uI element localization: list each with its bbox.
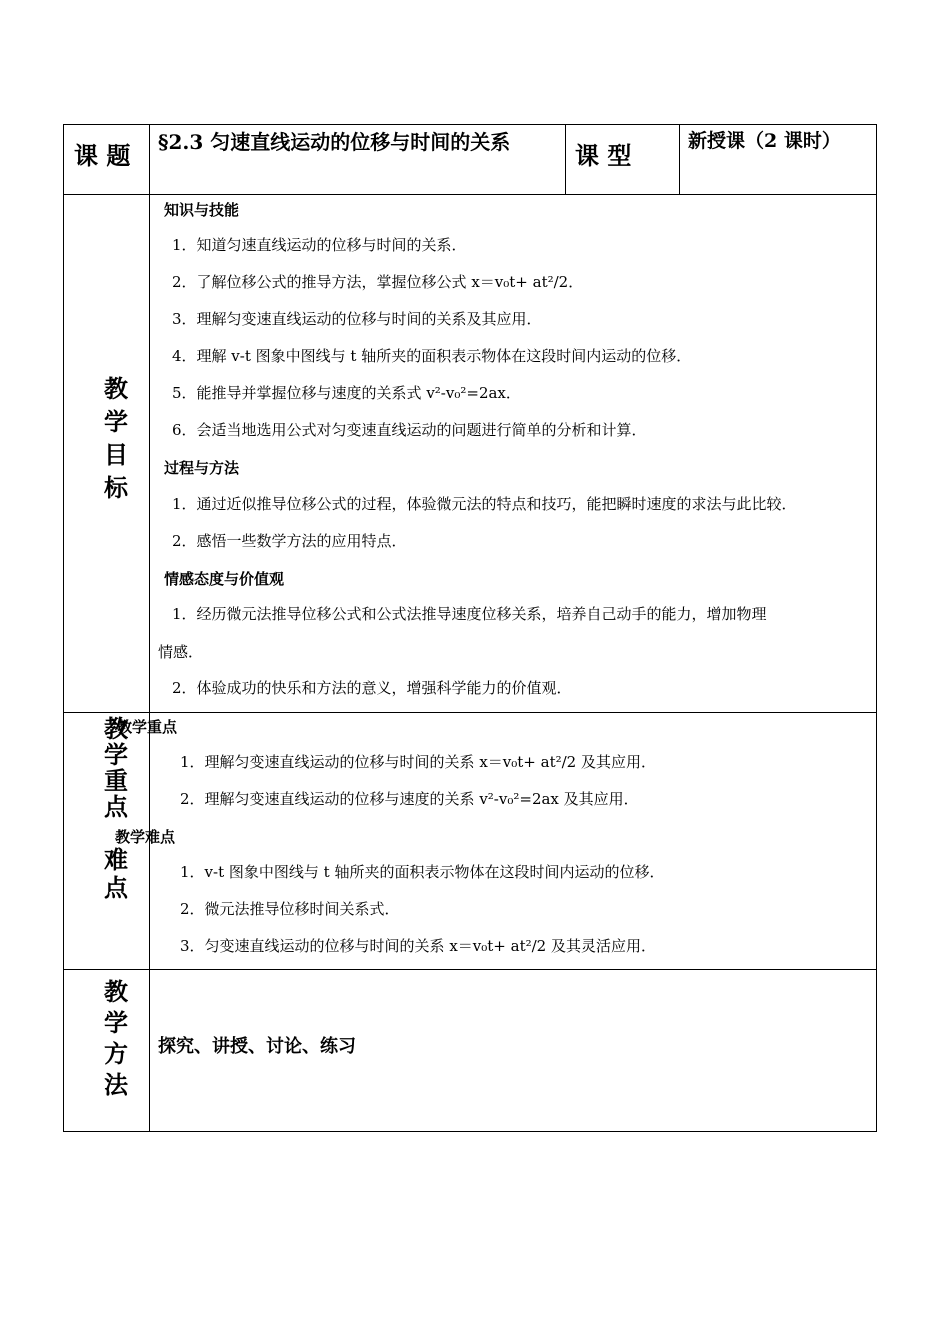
objective-item: 1．经历微元法推导位移公式和公式法推导速度位移关系，培养自己动手的能力，增加物理 — [172, 605, 767, 623]
row-divider-3 — [63, 969, 877, 970]
objective-item: 2．了解位移公式的推导方法，掌握位移公式 x＝v₀t+ at²/2． — [172, 273, 584, 291]
objective-item: 3．理解匀变速直线运动的位移与时间的关系及其应用． — [172, 310, 542, 328]
difficulty-item: 3．匀变速直线运动的位移与时间的关系 x＝v₀t+ at²/2 及其灵活应用． — [180, 937, 656, 955]
difficulties-heading: 教学难点 — [115, 828, 176, 846]
lesson-type-value: 新授课（2 课时） — [688, 130, 841, 152]
methods-value: 探究、讲授、讨论、练习 — [158, 1036, 356, 1057]
table-border-right — [876, 124, 877, 1132]
label-char: 点 — [104, 873, 128, 902]
label-char: 点 — [104, 792, 128, 821]
column-divider-header-2 — [679, 124, 680, 195]
objective-item: 2．体验成功的快乐和方法的意义，增强科学能力的价值观． — [172, 679, 572, 697]
column-divider-header-1 — [565, 124, 566, 195]
label-char: 方 — [104, 1039, 128, 1068]
label-difficulties — [96, 846, 136, 902]
label-char: 学 — [104, 1008, 128, 1037]
objective-item: 4．理解 v-t 图象中图线与 t 轴所夹的面积表示物体在这段时间内运动的位移． — [172, 347, 692, 365]
key-point-item: 2．理解匀变速直线运动的位移与速度的关系 v²-v₀²=2ax 及其应用． — [180, 790, 639, 808]
key-point-item: 1．理解匀变速直线运动的位移与时间的关系 x＝v₀t+ at²/2 及其应用． — [180, 753, 656, 771]
table-border-bottom — [63, 1131, 877, 1132]
key-points-heading: 教学重点 — [117, 718, 178, 736]
label-char: 教 — [104, 374, 128, 403]
objective-item: 6．会适当地选用公式对匀变速直线运动的问题进行简单的分析和计算． — [172, 421, 647, 439]
label-char: 法 — [104, 1070, 128, 1099]
objective-item: 5．能推导并掌握位移与速度的关系式 v²-v₀²=2ax． — [172, 384, 521, 402]
row-divider-1 — [63, 194, 877, 195]
label-char: 学 — [104, 407, 128, 436]
difficulty-item: 2．微元法推导位移时间关系式． — [180, 900, 400, 918]
label-methods — [96, 976, 136, 1100]
label-objectives — [96, 372, 136, 504]
label-topic: 课 题 — [74, 141, 131, 170]
row-divider-2 — [63, 712, 877, 713]
lesson-title: §2.3 匀速直线运动的位移与时间的关系 — [158, 130, 511, 154]
label-char: 教 — [104, 714, 128, 743]
column-divider-label — [149, 124, 150, 1132]
label-char: 教 — [104, 977, 128, 1006]
objective-item: 1．知道匀速直线运动的位移与时间的关系． — [172, 236, 467, 254]
label-char: 目 — [104, 440, 128, 469]
label-char: 标 — [104, 473, 128, 502]
table-border-left — [63, 124, 64, 1132]
section-heading-attitude: 情感态度与价值观 — [164, 570, 285, 588]
difficulty-item: 1．v-t 图象中图线与 t 轴所夹的面积表示物体在这段时间内运动的位移． — [180, 863, 665, 881]
label-char: 学 — [104, 740, 128, 769]
objective-item: 2．感悟一些数学方法的应用特点． — [172, 532, 407, 550]
objective-item: 情感． — [158, 643, 204, 661]
objective-item: 1．通过近似推导位移公式的过程，体验微元法的特点和技巧，能把瞬时速度的求法与此比较． — [172, 495, 797, 513]
section-heading-knowledge: 知识与技能 — [164, 201, 240, 219]
section-heading-process: 过程与方法 — [164, 459, 240, 477]
label-char: 重 — [104, 766, 128, 795]
label-lesson-type: 课 型 — [575, 141, 632, 170]
label-char: 难 — [104, 845, 128, 874]
table-border-top — [63, 124, 877, 125]
